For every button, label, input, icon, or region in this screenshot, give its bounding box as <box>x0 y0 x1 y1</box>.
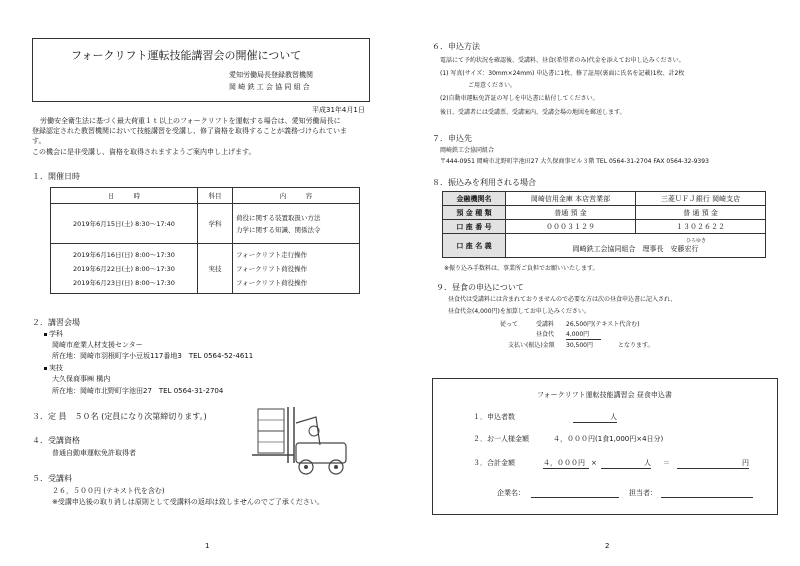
lunch-total-end: となります。 <box>618 342 654 349</box>
section-3-capacity: ３．定 員 ５０名 (定員になり次第締切ります。) <box>32 412 207 421</box>
section-9-heading: ９．昼食の申込について <box>436 283 524 292</box>
schedule-table <box>50 187 360 294</box>
venue-2-address: 所在地：岡崎市北野町字池田27 TEL 0564-31-2704 <box>52 387 224 395</box>
venue-2-heading: 実技 <box>44 364 63 373</box>
section-5-heading: ５．受講料 <box>32 474 72 483</box>
venue-1-address: 所在地：岡崎市羽根町字小豆坂117番地3 TEL 0564-52-4611 <box>52 352 254 360</box>
row1-subject: 学科 <box>198 204 233 244</box>
qualification-text: 普通自動車運転免許取得者 <box>52 449 136 457</box>
th-content: 内 容 <box>233 188 360 204</box>
form-persons-field[interactable] <box>601 459 651 469</box>
lunch-yotte: 従って <box>500 321 519 328</box>
venue-1-name: 岡崎市産業人材支援センター <box>52 341 143 349</box>
lunch-total-value: 30,500円 <box>566 342 593 349</box>
venue-2-name: 大久保商事㈱ 構内 <box>52 375 111 383</box>
form-item-3-value: ４，０００円 <box>543 459 589 469</box>
bank-label-holder: 口 座 名 義 <box>443 234 506 258</box>
issue-date: 平成31年4月1日 <box>312 106 365 114</box>
apply-line-3: ご用意ください。 <box>468 82 517 89</box>
title-box <box>32 38 370 102</box>
intro-line-3: す。 <box>32 137 46 145</box>
bank-label-type: 預 金 種 類 <box>443 206 506 220</box>
bullet-icon <box>44 333 47 336</box>
form-item-3-yen: 円 <box>742 459 749 467</box>
bank-fee-note: ※振り込み手数料は、事業所ご負担でお願いいたします。 <box>444 265 599 272</box>
section-7-heading: ７．申込先 <box>432 134 472 143</box>
apply-line-4: (2)自動車運転免許証の写しを申込書に貼付してください。 <box>440 95 599 102</box>
page-number-2: 2 <box>605 542 610 550</box>
bank-label-bank: 金融機関名 <box>443 192 506 206</box>
row1-date: 2019年6月15日(土) 8:30～17:40 <box>51 204 198 244</box>
bank-2-account: １３０２６２２ <box>636 220 766 234</box>
apply-line-1: 電話にて予約状況を確認後、受講料、昼食(希望者のみ)代金を添えてお申し込みください。 <box>440 57 685 64</box>
org-name-2: 岡 崎 鉄 工 会 協 同 組 合 <box>229 83 310 91</box>
apply-line-2: (1) 写真(サイズ：30mm×24mm) 申込書に1枚、修了証用(裏面に氏名を記載)1枚、計2枚 <box>440 70 685 77</box>
lunch-order-form <box>432 378 778 515</box>
bank-1-account: ０００３１２９ <box>506 220 636 234</box>
lunch-fee-label: 受講料 <box>536 321 555 328</box>
form-applicants-field[interactable] <box>573 413 617 423</box>
bank-label-account: 口 座 番 号 <box>443 220 506 234</box>
form-item-3-times: × <box>591 459 597 467</box>
row2-content-2: フォークリフト荷役操作 <box>236 264 308 273</box>
lunch-fee-value: 26,500円(テキスト代含む) <box>566 321 640 328</box>
org-name-1: 愛知労働局長登録教習機関 <box>229 71 313 79</box>
fee-note: ※受講申込後の取り消しは原則として受講料の返却は致しませんのでご了承ください。 <box>52 498 324 506</box>
lunch-price-label: 昼食代 <box>536 331 555 338</box>
lunch-line-1: 昼食代は受講料には含まれておりませんので必要な方は次の昼食申込書に記入され、 <box>448 296 677 303</box>
row1-content-1: 荷役に関する装置取扱い方法 <box>236 214 321 222</box>
form-item-3-equals: ＝ <box>663 459 670 467</box>
lunch-line-2: 昼食代金(4,000円)を加算してお申し込みください。 <box>448 308 590 315</box>
form-person-label: 担当者： <box>629 489 657 497</box>
row1-content-2: 力学に関する知識、関係法令 <box>236 226 321 234</box>
form-item-3-unit: 人 <box>644 459 651 467</box>
lunch-total-label: 支払い(振込)金額 <box>508 342 555 349</box>
row2-date-3: 2019年6月23日(日) 8:00～17:30 <box>73 278 175 287</box>
bank-1-name: 岡崎信用金庫 本店営業部 <box>506 192 636 206</box>
account-holder-cell <box>506 234 766 258</box>
fee-text: ２６，５００円 (テキスト代を含む) <box>52 487 165 495</box>
intro-line-1: 労働安全衛生法に基づく最大荷重１ｔ以上のフォークリフトを運転する場合は、愛知労働局長に <box>40 117 341 125</box>
contact-address: 〒444-0951 岡崎市北野町字池田27 大久保商事ビル３階 TEL 0564-31-2704 FAX 0564-32-9393 <box>440 158 709 165</box>
row2-content-1: フォークリフト走行操作 <box>236 250 308 259</box>
form-item-3-label: ３．合計金額 <box>473 459 515 467</box>
form-item-1-unit: 人 <box>610 413 617 421</box>
bank-2-type: 普 通 預 金 <box>636 206 766 220</box>
section-2-heading: ２．講習会場 <box>32 318 80 327</box>
section-1-heading: １．開催日時 <box>32 172 80 181</box>
page-number-1: 1 <box>205 542 210 550</box>
page-2 <box>400 0 800 566</box>
intro-line-2: 登録認定された教習機関において技能講習を受講し、修了資格を取得することが義務づけられていま <box>32 127 347 135</box>
row2-subject: 実技 <box>198 244 233 294</box>
form-item-1-label: １．申込者数 <box>473 413 515 421</box>
intro-line-4: この機会に是非受講し、資格を取得されますようご案内申し上げます。 <box>32 148 256 156</box>
form-item-2-label: ２．お一人様金額 <box>473 435 529 443</box>
forklift-illustration-icon <box>244 405 364 480</box>
row2-date-2: 2019年6月22日(土) 8:00～17:30 <box>73 264 175 273</box>
bullet-icon <box>44 367 47 370</box>
row2-content-3: フォークリフト荷役操作 <box>236 278 308 287</box>
form-title: フォークリフト運転技能講習会 昼食申込書 <box>537 391 672 399</box>
form-company-field[interactable] <box>531 497 619 498</box>
section-6-heading: ６．申込方法 <box>432 42 480 51</box>
apply-line-5: 後日、受講者には受講票、受講案内、受講会場の地図を郵送します。 <box>440 109 626 116</box>
form-person-field[interactable] <box>661 497 753 498</box>
venue-1-heading: 学科 <box>44 330 63 339</box>
bank-table <box>442 191 766 258</box>
form-total-field[interactable] <box>677 459 749 469</box>
section-8-heading: ８．振込みを利用される場合 <box>432 178 536 187</box>
form-company-label: 企業名： <box>497 489 525 497</box>
section-4-heading: ４．受講資格 <box>32 436 80 445</box>
th-subject: 科目 <box>198 188 233 204</box>
page-title: フォークリフト運転技能講習会の開催について <box>71 49 302 62</box>
account-holder: 岡崎鉄工会協同組合 理事長 安藤宏行 <box>572 244 699 253</box>
form-item-2-value: ４，０００円(1食1,000円×4日分) <box>553 435 664 443</box>
th-date: 日 時 <box>51 188 198 204</box>
bank-1-type: 普通 預 金 <box>506 206 636 220</box>
contact-name: 岡崎鉄工会協同組合 <box>440 147 495 154</box>
bank-2-name: 三菱ＵＦＪ銀行 岡崎支店 <box>636 192 766 206</box>
row2-date-1: 2019年6月16日(日) 8:00～17:30 <box>73 250 175 259</box>
holder-ruby: ひろゆき <box>685 237 706 244</box>
row1-content <box>233 204 360 244</box>
row2-dates <box>51 244 198 294</box>
row2-content <box>233 244 360 294</box>
lunch-price-value: 4,000円 <box>566 331 601 340</box>
